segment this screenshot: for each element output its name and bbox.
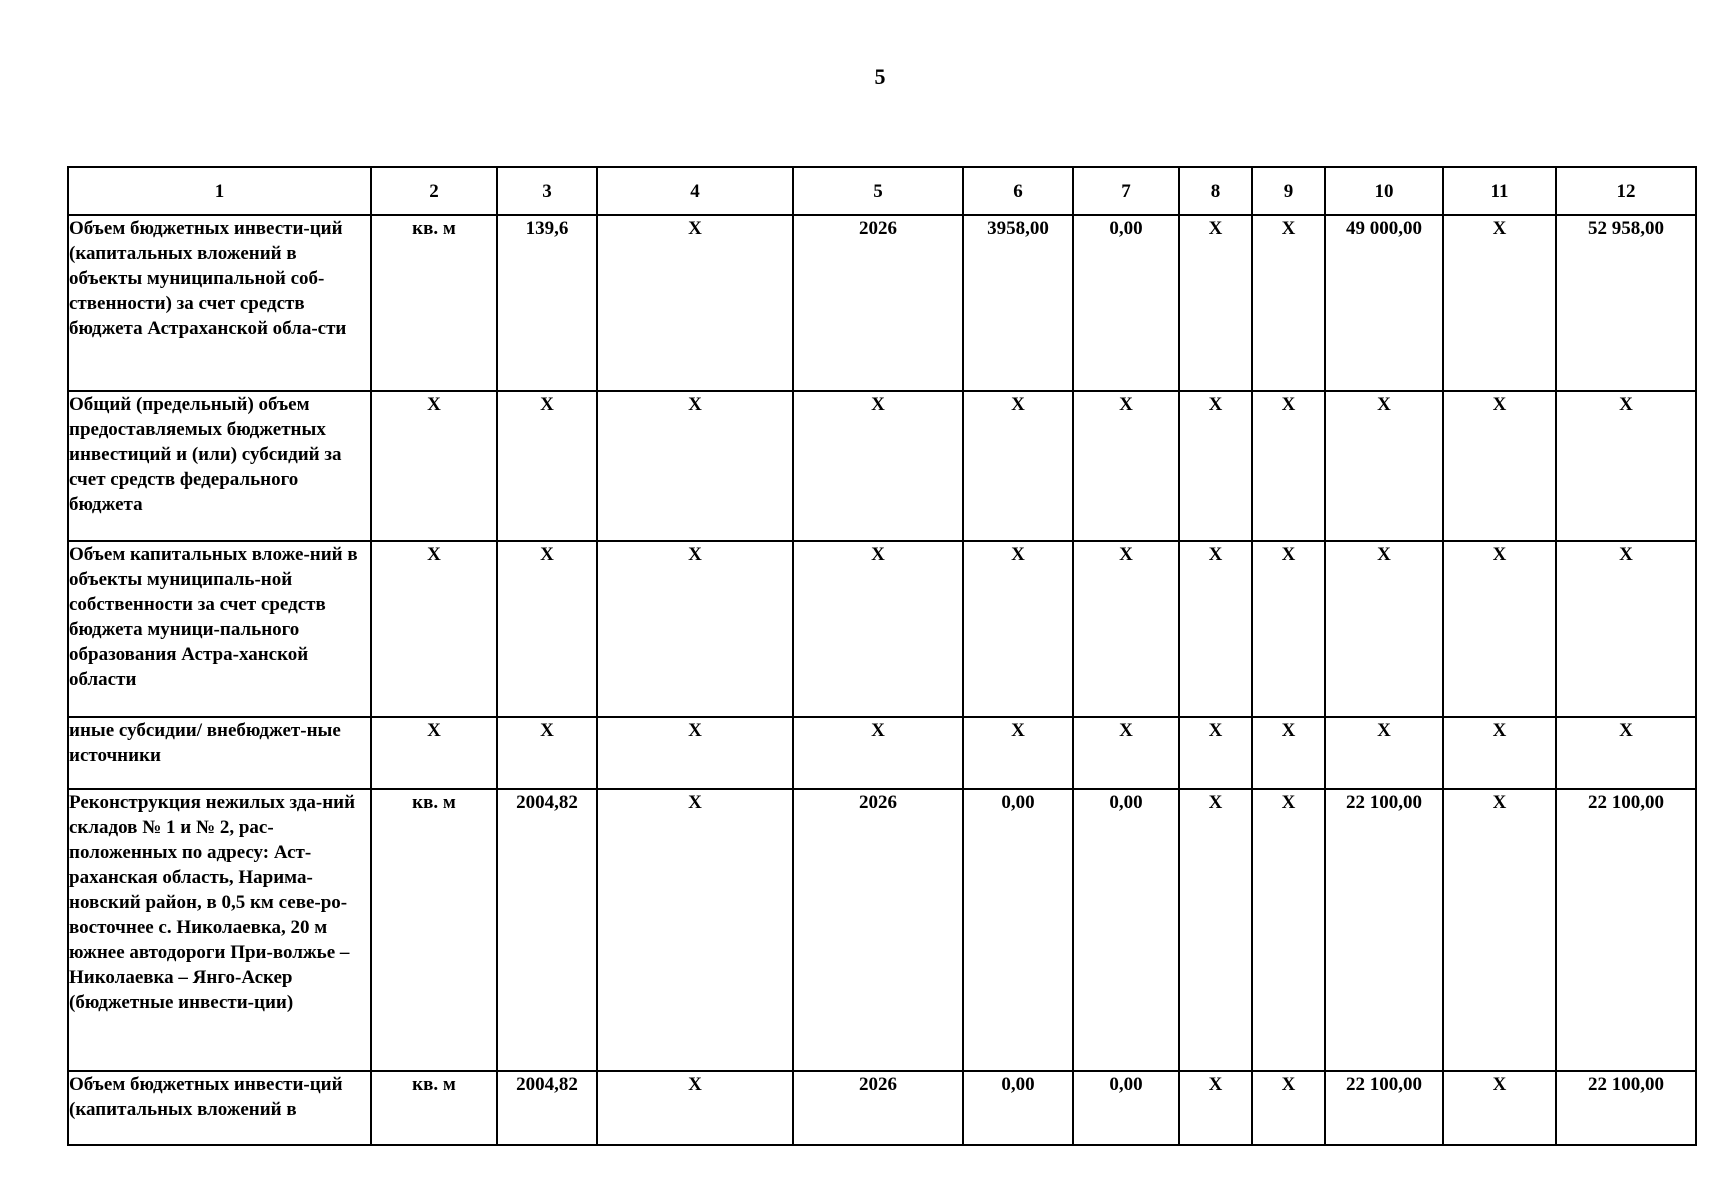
- row-description: Общий (предельный) объем предоставляемых бюджетных инвестиций и (или) субсидий за счет средств федерального бюджета: [68, 391, 371, 541]
- table-cell: Х: [1252, 391, 1325, 541]
- column-header: 12: [1556, 167, 1696, 215]
- table-cell: Х: [1325, 717, 1443, 789]
- table-cell: Х: [1073, 391, 1179, 541]
- table-row: [68, 391, 1696, 541]
- table-cell: Х: [371, 541, 497, 717]
- table-cell: Х: [1252, 215, 1325, 391]
- table-cell: Х: [1179, 541, 1252, 717]
- table-cell: 52 958,00: [1556, 215, 1696, 391]
- table-cell: Х: [963, 717, 1073, 789]
- table-cell: Х: [1325, 541, 1443, 717]
- table-cell: Х: [1443, 541, 1556, 717]
- table-cell: Х: [1443, 215, 1556, 391]
- row-description: иные субсидии/ внебюджет-ные источники: [68, 717, 371, 789]
- table-row: [68, 215, 1696, 391]
- row-description: Реконструкция нежилых зда-ний складов № 1 и № 2, рас-положенных по адресу: Аст-раханская область, Нарима-новский район, в 0,5 км севе-ро-восточнее с. Николаевка, 20 м южнее автодороги При-волжье – Николаевка – Янго-Аскер (бюджетные инвести-ции): [68, 789, 371, 1071]
- table-cell: Х: [963, 541, 1073, 717]
- column-header: 3: [497, 167, 597, 215]
- table-cell: Х: [1325, 391, 1443, 541]
- table-cell: 22 100,00: [1325, 789, 1443, 1071]
- table-cell: 0,00: [1073, 215, 1179, 391]
- table-cell: 2026: [793, 215, 963, 391]
- table-cell: Х: [597, 215, 793, 391]
- table-row: [68, 1071, 1696, 1145]
- table-cell: Х: [1073, 541, 1179, 717]
- table-cell: Х: [1556, 391, 1696, 541]
- table-cell: кв. м: [371, 215, 497, 391]
- table-row: [68, 541, 1696, 717]
- column-header: 4: [597, 167, 793, 215]
- table-cell: Х: [1073, 717, 1179, 789]
- table-cell: 0,00: [963, 789, 1073, 1071]
- table-cell: Х: [597, 789, 793, 1071]
- table-cell: Х: [1556, 541, 1696, 717]
- table-cell: Х: [1179, 215, 1252, 391]
- column-header: 9: [1252, 167, 1325, 215]
- table-cell: Х: [1252, 541, 1325, 717]
- table-cell: 0,00: [1073, 789, 1179, 1071]
- table-cell: 22 100,00: [1325, 1071, 1443, 1145]
- table-cell: Х: [1252, 1071, 1325, 1145]
- table-cell: Х: [1179, 391, 1252, 541]
- page-number: 5: [874, 64, 886, 89]
- table-cell: 139,6: [497, 215, 597, 391]
- column-header: 11: [1443, 167, 1556, 215]
- row-description: Объем бюджетных инвести-ций (капитальных вложений в: [68, 1071, 371, 1145]
- table-cell: Х: [497, 541, 597, 717]
- table-cell: Х: [1179, 789, 1252, 1071]
- table-cell: Х: [1556, 717, 1696, 789]
- budget-table: [67, 166, 1697, 1146]
- column-header: 6: [963, 167, 1073, 215]
- table-cell: Х: [1443, 1071, 1556, 1145]
- header-row: [68, 167, 1696, 215]
- table-cell: 0,00: [1073, 1071, 1179, 1145]
- table-cell: Х: [963, 391, 1073, 541]
- table-cell: Х: [597, 541, 793, 717]
- table-cell: Х: [793, 541, 963, 717]
- table-cell: 2004,82: [497, 789, 597, 1071]
- column-header: 1: [68, 167, 371, 215]
- table-cell: 3958,00: [963, 215, 1073, 391]
- table-cell: 49 000,00: [1325, 215, 1443, 391]
- table-cell: Х: [371, 717, 497, 789]
- table-cell: Х: [1443, 789, 1556, 1071]
- table-cell: 2026: [793, 789, 963, 1071]
- table-cell: 22 100,00: [1556, 789, 1696, 1071]
- table-cell: Х: [1252, 789, 1325, 1071]
- table-cell: Х: [1179, 717, 1252, 789]
- table-cell: кв. м: [371, 789, 497, 1071]
- table-cell: Х: [597, 717, 793, 789]
- column-header: 2: [371, 167, 497, 215]
- table-cell: Х: [1443, 717, 1556, 789]
- table-cell: 2004,82: [497, 1071, 597, 1145]
- table-cell: 0,00: [963, 1071, 1073, 1145]
- table-cell: 2026: [793, 1071, 963, 1145]
- table-cell: Х: [597, 391, 793, 541]
- table-cell: Х: [497, 391, 597, 541]
- table-row: [68, 789, 1696, 1071]
- table-cell: Х: [597, 1071, 793, 1145]
- column-header: 8: [1179, 167, 1252, 215]
- row-description: Объем бюджетных инвести-ций (капитальных вложений в объекты муниципальной соб-ственности) за счет средств бюджета Астраханской обла-сти: [68, 215, 371, 391]
- column-header: 10: [1325, 167, 1443, 215]
- table-cell: Х: [793, 391, 963, 541]
- table-cell: Х: [793, 717, 963, 789]
- table-cell: Х: [1443, 391, 1556, 541]
- table-cell: кв. м: [371, 1071, 497, 1145]
- table-cell: Х: [1252, 717, 1325, 789]
- table-cell: Х: [371, 391, 497, 541]
- table-cell: Х: [1179, 1071, 1252, 1145]
- column-header: 5: [793, 167, 963, 215]
- row-description: Объем капитальных вложе-ний в объекты муниципаль-ной собственности за счет средств бюджета муници-пального образования Астра-ханской области: [68, 541, 371, 717]
- table-cell: 22 100,00: [1556, 1071, 1696, 1145]
- table-row: [68, 717, 1696, 789]
- column-header: 7: [1073, 167, 1179, 215]
- table-cell: Х: [497, 717, 597, 789]
